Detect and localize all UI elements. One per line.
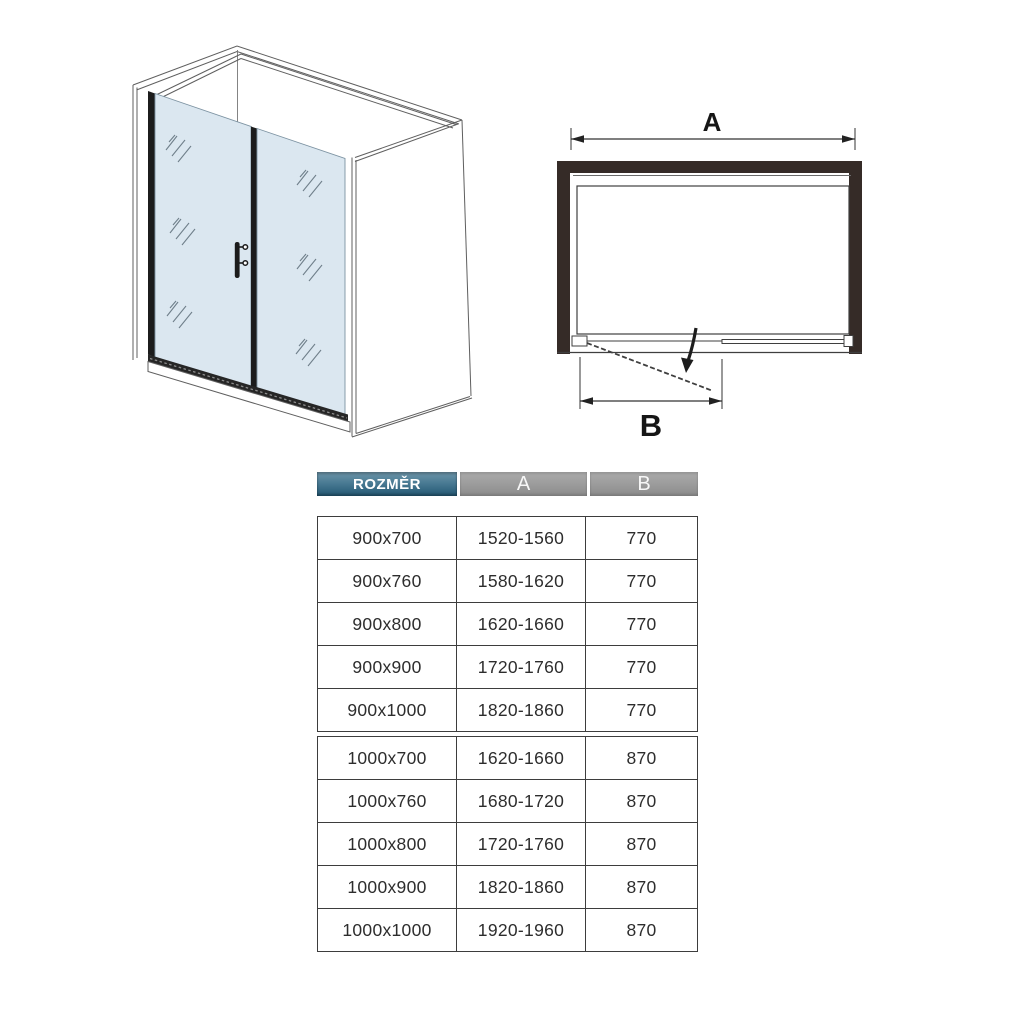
cell-size: 900x800 <box>318 603 457 645</box>
fixed-panel <box>722 336 853 347</box>
dimension-a-label: A <box>702 107 722 137</box>
size-table-block-1000 <box>317 736 698 952</box>
header-cell-a: A <box>460 472 587 496</box>
cell-b: 870 <box>626 790 657 811</box>
size-table-block-900 <box>317 516 698 732</box>
glass-panel-right <box>257 129 345 416</box>
cell-b: 870 <box>626 876 657 897</box>
center-frame-profile <box>251 127 257 391</box>
cell-b: 770 <box>626 570 657 591</box>
dimension-b-label: B <box>639 408 663 443</box>
cell-a: 1820-1860 <box>457 689 586 731</box>
cell-a: 1820-1860 <box>457 866 586 908</box>
cell-size: 900x1000 <box>318 689 457 731</box>
header-cell-dimension: ROZMĚR <box>317 472 457 496</box>
table-row <box>318 779 697 822</box>
table-row <box>318 602 697 645</box>
dimension-a <box>571 107 855 150</box>
cell-size: 1000x760 <box>318 780 457 822</box>
cell-size: 900x900 <box>318 646 457 688</box>
shower-door-isometric-drawing <box>95 35 505 465</box>
cell-size: 1000x800 <box>318 823 457 865</box>
dimension-b <box>580 357 722 443</box>
table-row <box>318 688 697 731</box>
cell-size: 1000x900 <box>318 866 457 908</box>
table-row <box>318 517 697 559</box>
cell-size: 1000x1000 <box>318 909 457 951</box>
shower-top-view-plan <box>545 95 945 450</box>
size-table-header <box>317 472 698 496</box>
header-cell-b: B <box>590 472 698 496</box>
cell-a: 1620-1660 <box>457 603 586 645</box>
cell-b: 770 <box>626 656 657 677</box>
cell-a: 1620-1660 <box>457 737 586 779</box>
cell-a: 1920-1960 <box>457 909 586 951</box>
cell-size: 900x760 <box>318 560 457 602</box>
cell-b: 870 <box>626 833 657 854</box>
table-row <box>318 908 697 951</box>
cell-b: 870 <box>626 919 657 940</box>
cell-a: 1680-1720 <box>457 780 586 822</box>
cell-a: 1720-1760 <box>457 823 586 865</box>
size-table <box>317 516 698 952</box>
door-swing-line <box>587 343 713 391</box>
cell-b: 870 <box>626 747 657 768</box>
cell-a: 1720-1760 <box>457 646 586 688</box>
table-row <box>318 645 697 688</box>
glass-panel-left <box>155 94 251 389</box>
cell-size: 1000x700 <box>318 737 457 779</box>
left-frame-profile <box>148 91 155 357</box>
cell-size: 900x700 <box>318 517 457 559</box>
door-open-arrow <box>681 328 696 373</box>
table-row <box>318 865 697 908</box>
table-row <box>318 559 697 602</box>
table-row <box>318 737 697 779</box>
enclosure-outline <box>557 176 862 353</box>
cell-b: 770 <box>626 699 657 720</box>
table-row <box>318 822 697 865</box>
cell-b: 770 <box>626 527 657 548</box>
cell-b: 770 <box>626 613 657 634</box>
cell-a: 1580-1620 <box>457 560 586 602</box>
cell-a: 1520-1560 <box>457 517 586 559</box>
